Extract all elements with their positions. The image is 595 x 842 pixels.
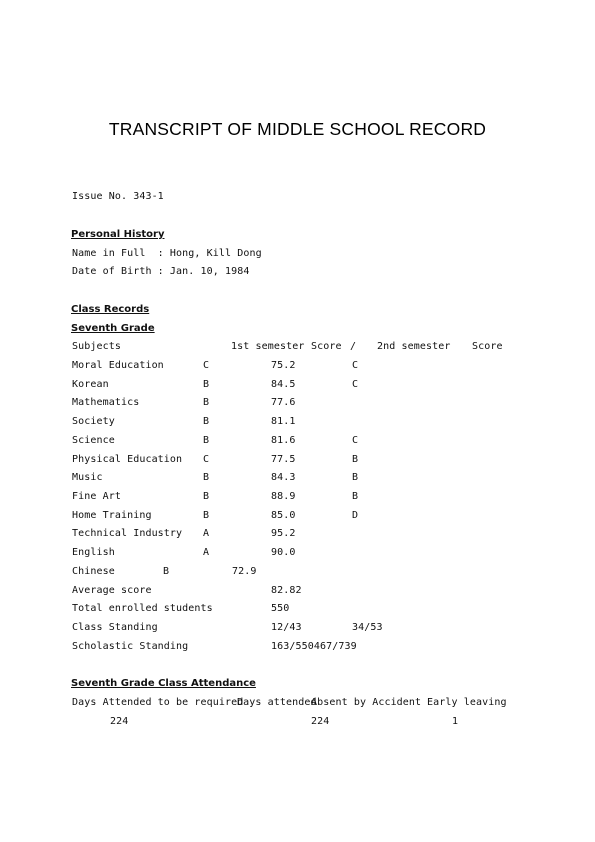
attendance-early-value: 1 xyxy=(452,716,459,727)
subject-name: Science xyxy=(72,435,115,446)
sem1-score: 95.2 xyxy=(271,528,296,539)
attendance-required-value: 224 xyxy=(110,716,129,727)
enrolled-students-value: 550 xyxy=(271,603,290,614)
sem1-grade: B xyxy=(203,416,210,427)
sem1-grade: B xyxy=(203,379,210,390)
scholastic-standing-value: 163/550467/739 xyxy=(271,641,357,652)
name-line: Name in Full : Hong, Kill Dong xyxy=(72,248,262,259)
average-score-label: Average score xyxy=(72,585,152,596)
sem1-score: 84.3 xyxy=(271,472,296,483)
sem1-grade: B xyxy=(203,491,210,502)
class-standing-value-2: 34/53 xyxy=(352,622,383,633)
sem1-grade: A xyxy=(203,528,210,539)
attendance-heading: Seventh Grade Class Attendance xyxy=(71,678,256,689)
header-score-1: Score xyxy=(311,341,342,352)
attendance-attended-value: 224 xyxy=(311,716,330,727)
issue-number: Issue No. 343-1 xyxy=(72,191,164,202)
sem1-score: 81.6 xyxy=(271,435,296,446)
sem1-grade: B xyxy=(163,566,170,577)
subject-name: Moral Education xyxy=(72,360,164,371)
subject-name: Korean xyxy=(72,379,109,390)
sem2-grade: C xyxy=(352,435,359,446)
header-score-2: Score xyxy=(472,341,503,352)
subject-name: English xyxy=(72,547,115,558)
sem2-grade: C xyxy=(352,360,359,371)
header-subjects: Subjects xyxy=(72,341,121,352)
sem2-grade: B xyxy=(352,454,359,465)
subject-name: Technical Industry xyxy=(72,528,183,539)
sem1-score: 72.9 xyxy=(232,566,257,577)
class-records-heading: Class Records xyxy=(71,304,150,315)
sem1-grade: B xyxy=(203,510,210,521)
header-1st-semester: 1st semester xyxy=(231,341,305,352)
sem1-grade: B xyxy=(203,397,210,408)
birth-line: Date of Birth : Jan. 10, 1984 xyxy=(72,266,250,277)
sem1-grade: B xyxy=(203,472,210,483)
sem1-score: 85.0 xyxy=(271,510,296,521)
average-score-value: 82.82 xyxy=(271,585,302,596)
subject-name: Fine Art xyxy=(72,491,121,502)
sem2-grade: B xyxy=(352,472,359,483)
sem1-score: 75.2 xyxy=(271,360,296,371)
subject-name: Society xyxy=(72,416,115,427)
sem2-grade: B xyxy=(352,491,359,502)
sem1-grade: C xyxy=(203,360,210,371)
class-standing-label: Class Standing xyxy=(72,622,158,633)
sem2-grade: C xyxy=(352,379,359,390)
attendance-col-early: Early leaving xyxy=(427,697,507,708)
sem1-grade: A xyxy=(203,547,210,558)
subject-name: Music xyxy=(72,472,103,483)
sem1-score: 90.0 xyxy=(271,547,296,558)
sem1-score: 88.9 xyxy=(271,491,296,502)
attendance-col-attended: Days attended xyxy=(237,697,317,708)
subject-name: Chinese xyxy=(72,566,115,577)
attendance-col-absent: Absent by Accident xyxy=(311,697,422,708)
sem1-grade: C xyxy=(203,454,210,465)
seventh-grade-heading: Seventh Grade xyxy=(71,323,155,334)
subject-name: Home Training xyxy=(72,510,152,521)
sem2-grade: D xyxy=(352,510,359,521)
sem1-score: 81.1 xyxy=(271,416,296,427)
document-title: TRANSCRIPT OF MIDDLE SCHOOL RECORD xyxy=(108,119,487,139)
header-slash: / xyxy=(350,341,357,352)
sem1-score: 84.5 xyxy=(271,379,296,390)
attendance-col-required: Days Attended to be required xyxy=(72,697,244,708)
sem1-score: 77.6 xyxy=(271,397,296,408)
class-standing-value-1: 12/43 xyxy=(271,622,302,633)
personal-history-heading: Personal History xyxy=(71,229,165,240)
sem1-score: 77.5 xyxy=(271,454,296,465)
subject-name: Mathematics xyxy=(72,397,140,408)
enrolled-students-label: Total enrolled students xyxy=(72,603,213,614)
scholastic-standing-label: Scholastic Standing xyxy=(72,641,189,652)
header-2nd-semester: 2nd semester xyxy=(377,341,451,352)
sem1-grade: B xyxy=(203,435,210,446)
subject-name: Physical Education xyxy=(72,454,183,465)
